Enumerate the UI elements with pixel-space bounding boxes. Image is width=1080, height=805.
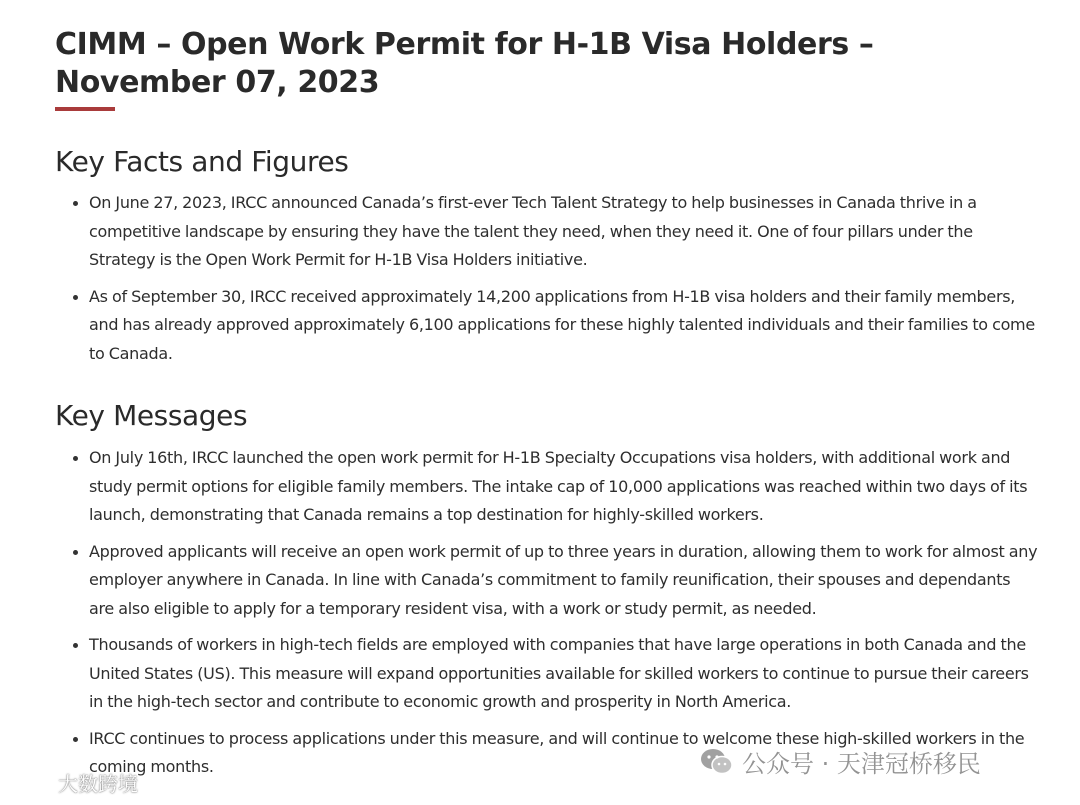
list-item: On July 16th, IRCC launched the open work permit for H-1B Specialty Occupations visa holders, with additional work and study permit options for eligible family members. The intake cap of 10,000 applications was reached within two days of its launch, demonstrating that Canada remains a top destination for highly-skilled workers. xyxy=(89,444,1039,530)
wechat-icon xyxy=(700,747,734,777)
brand-watermark xyxy=(8,768,138,797)
brand-logo-icon xyxy=(8,769,52,797)
list-item: IRCC continues to process applications under this measure, and will continue to welcome these high-skilled workers in the coming months. xyxy=(89,725,1039,782)
key-facts-list xyxy=(89,189,1039,376)
wechat-watermark xyxy=(700,744,981,779)
list-item: On June 27, 2023, IRCC announced Canada’s first-ever Tech Talent Strategy to help businesses in Canada thrive in a competitive landscape by ensuring they have the talent they need, when they need it. One of four pillars under the Strategy is the Open Work Permit for H-1B Visa Holders initiative. xyxy=(89,189,1039,275)
list-item: As of September 30, IRCC received approximately 14,200 applications from H-1B visa holders and their family members, and has already approved approximately 6,100 applications for these highly talented individuals and their families to come to Canada. xyxy=(89,283,1039,369)
section-heading-key-facts: Key Facts and Figures xyxy=(55,145,349,178)
list-item: Thousands of workers in high-tech fields are employed with companies that have large operations in both Canada and the United States (US). This measure will expand opportunities available for skilled workers to continue to pursue their careers in the high-tech sector and contribute to economic growth and prosperity in North America. xyxy=(89,631,1039,717)
list-item: Approved applicants will receive an open work permit of up to three years in duration, allowing them to work for almost any employer anywhere in Canada. In line with Canada’s commitment to family reunification, their spouses and dependants are also eligible to apply for a temporary resident visa, with a work or study permit, as needed. xyxy=(89,538,1039,624)
brand-watermark-text: 大数跨境 xyxy=(58,772,138,796)
wechat-watermark-text: 公众号 · 天津冠桥移民 xyxy=(742,750,981,778)
section-heading-key-messages: Key Messages xyxy=(55,399,248,432)
key-messages-list xyxy=(89,444,1039,790)
title-underline xyxy=(55,107,115,111)
page-title: CIMM – Open Work Permit for H-1B Visa Holders – November 07, 2023 xyxy=(55,27,874,100)
